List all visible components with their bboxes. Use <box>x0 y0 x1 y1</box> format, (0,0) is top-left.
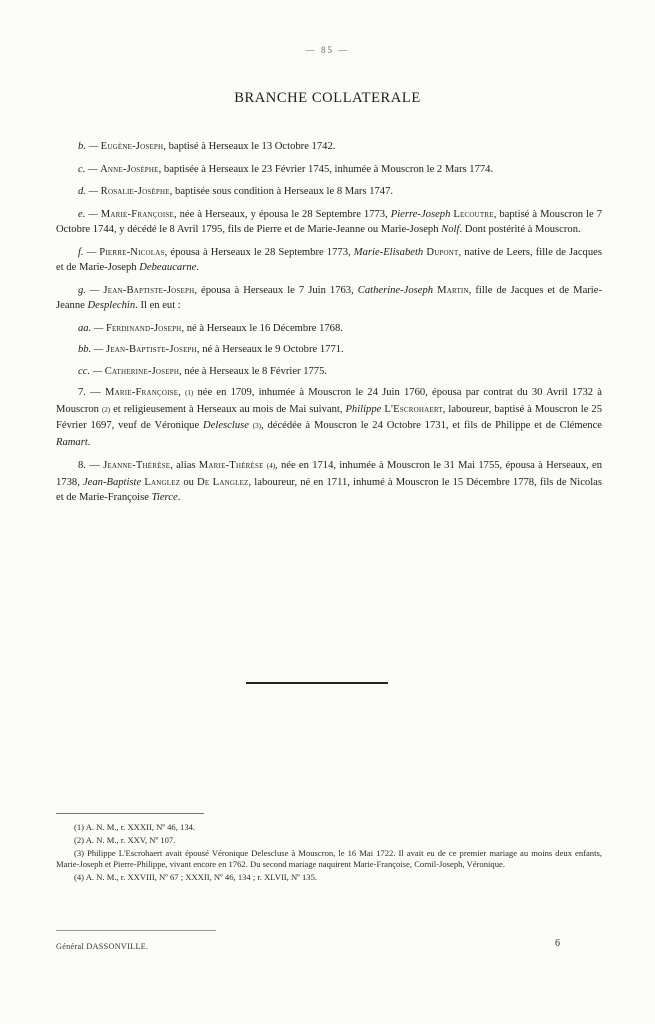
footnote-separator <box>56 813 204 814</box>
page-number-top: — 85 — <box>305 45 350 55</box>
entry-b: b. — Eugène-Joseph, baptisé à Herseaux le 13 Octobre 1742. <box>78 141 336 152</box>
entry-bb: bb. — Jean-Baptiste-Joseph, né à Herseaux le 9 Octobre 1771. <box>78 344 344 355</box>
footnote-ref-3[interactable]: (3) <box>252 422 261 430</box>
footnote-4: (4) A. N. M., r. XXVIII, Nº 67 ; XXXII, Nº 46, 134 ; r. XLVII, Nº 135. <box>74 872 318 882</box>
footnote-ref-4[interactable]: (4) <box>266 462 276 470</box>
footnotes <box>56 822 602 885</box>
entry-8: 8. — Jeanne-Thérèse, alias Marie-Thérèse (4), née en 1714, inhumée à Mouscron le 31 Mai 1755, épousa à Herseaux, en 1738, Jean-Baptiste Langlez ou De Langlez, laboureur, né en 1711, inhumé à Mouscron le 15 Décembre 1778, fils de Nicolas et de Marie-Françoise Tierce. <box>56 460 603 503</box>
entry-f: f. — Pierre-Nicolas, épousa à Herseaux le 28 Septembre 1773, Marie-Elisabeth Dupont, native de Leers, fille de Jacques et de Marie-Joseph Debeaucarne. <box>56 246 602 273</box>
entry-aa: aa. — Ferdinand-Joseph, né à Herseaux le 16 Décembre 1768. <box>78 322 343 334</box>
entry-d: d. — Rosalie-Josèphe, baptisée sous condition à Herseaux le 8 Mars 1747. <box>78 186 394 197</box>
page-title: BRANCHE COLLATERALE <box>234 90 421 106</box>
footnote-3: (3) Philippe L'Escrohaert avait épousé Véronique Delescluse à Mouscron, le 16 Mai 1722. Il avait eu de ce premier mariage au moins deux enfants, Marie-Joseph et Pierre-Philippe, vivant encore en 1762. Du second mariage naquirent Marie-Françoise, Cornil-Joseph, Véronique. <box>56 848 602 869</box>
footer-page-number: 6 <box>555 938 560 949</box>
section-end-rule <box>246 682 388 684</box>
footer-author: Général DASSONVILLE. <box>56 942 149 951</box>
footer-rule <box>56 930 216 931</box>
entry-7: 7. — Marie-Françoise, (1) née en 1709, inhumée à Mouscron le 24 Juin 1760, épousa par contrat du 30 Avril 1732 à Mouscron (2) et religieusement à Herseaux au mois de Mai suivant, Philippe L'Escrohaert, laboureur, baptisé à Mouscron le 25 Février 1697, veuf de Véronique Delescluse (3), décédée à Mouscron le 24 Octobre 1731, et fils de Philippe et de Clémence Ramart. <box>56 387 603 448</box>
genealogy-body <box>56 139 602 514</box>
footnote-2: (2) A. N. M., r. XXV, Nº 107. <box>74 835 176 845</box>
entry-c: c. — Anne-Josèphe, baptisée à Herseaux le 23 Février 1745, inhumée à Mouscron le 2 Mars 1774. <box>78 163 494 175</box>
entry-cc: cc. — Catherine-Joseph, née à Herseaux le 8 Février 1775. <box>78 365 328 377</box>
footnote-ref-1[interactable]: (1) <box>185 389 194 397</box>
footnote-ref-2[interactable]: (2) <box>101 405 111 414</box>
entry-e: e. — Marie-Françoise, née à Herseaux, y épousa le 28 Septembre 1773, Pierre-Joseph Lecoutre, baptisé à Mouscron le 7 Octobre 1744, y décédé le 8 Avril 1795, fils de Pierre et de Marie-Jeanne ou Marie-Joseph Nolf. Dont postérité à Mouscron. <box>56 208 602 235</box>
footnote-1: (1) A. N. M., r. XXXII, Nº 46, 134. <box>74 822 196 832</box>
entry-g: g. — Jean-Baptiste-Joseph, épousa à Herseaux le 7 Juin 1763, Catherine-Joseph Martin, fille de Jacques et de Marie-Jeanne Desplechin. Il en eut : <box>56 284 602 311</box>
